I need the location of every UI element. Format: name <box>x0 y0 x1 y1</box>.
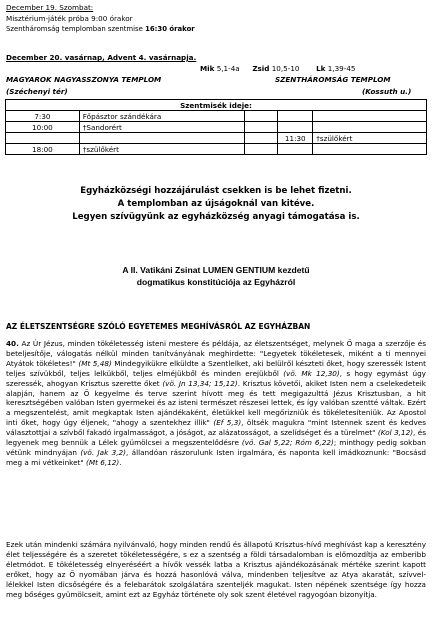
scripture-reference: (vö. Gal 5,22; Róm 6,22) <box>241 438 334 448</box>
scripture-reference: (Mt 5,48) <box>78 358 112 368</box>
notice-line-2: A templomban az újságoknál van kitéve. <box>117 199 315 209</box>
document-title-line-2: dogmatikus konstitúciója az Egyházról <box>136 277 296 287</box>
mass-time-2 <box>278 111 313 122</box>
paragraph-text: , s hogy egymást úgy szeressék, ahogyan Krisztus szerette őket <box>6 368 426 388</box>
mass-intention-2 <box>313 144 427 155</box>
notice-line-1: Egyházközségi hozzájárulást csekken is be lehet fizetni. <box>80 186 352 196</box>
reading-lk-label: Lk <box>316 64 326 73</box>
table-row <box>6 111 427 122</box>
paragraph-text: , és legyenek meg bennük a Lélek gyümölcsei a megszentelődésre <box>6 428 426 448</box>
mass-intention-2 <box>313 111 427 122</box>
reading-mik-label: Mik <box>200 64 215 73</box>
paragraph-text: , öltsék magukra "mint Istennek szent és kedves választottjai a szívből fakadó irgalmasságot, a jóságot, az alázatosságot, a szelídséget és a türelmet" <box>6 418 426 438</box>
reading-zsid: 10,5-10 <box>271 64 300 73</box>
paragraph-40 <box>6 339 426 468</box>
readings <box>200 64 355 73</box>
schedule-heading-row <box>6 100 427 111</box>
scripture-reference: (Ef 5,3) <box>213 418 242 428</box>
mass-time-2: 11:30 <box>278 133 313 144</box>
paragraph-text: . Krisztus követői, akiket Isten nem a cselekedeteik alapján, hanem az Ő kegyelme és terve szerint hívott meg és tett megigazulttá Jézus Krisztusban, a hit keresztségében valóban Isten gyermekei és az isteni természet részesei lettek, és így valóban szentté váltak. Ezért a megszentelést, amit megkaptak Isten ajándékaként, életükkel kell megőrizniük és tökéletesíteniük. Az Apostol inti őket, hogy úgy éljenek, "ahogy a szentekhez illik" <box>6 378 426 428</box>
mass-intention-2: †szülőkért <box>313 133 427 144</box>
church-right-address: (Kossuth u.) <box>362 87 412 96</box>
reading-mik: 5,1-4a <box>216 64 240 73</box>
scripture-reference: (Mt 6,12) <box>86 457 120 467</box>
scripture-reference: (vö. Jak 3,2) <box>80 447 126 457</box>
schedule-heading: Szentmisék ideje: <box>6 100 427 111</box>
scripture-reference: (Kol 3,12) <box>377 428 414 438</box>
church-right-name: SZENTHÁROMSÁG TEMPLOM <box>275 75 391 84</box>
paragraph-text: , állandóan rászorulunk Isten irgalmára, és naponta kell imádkoznunk: "Bocsásd meg a mi vétkeinket" <box>6 447 426 467</box>
reading-lk: 1,39-45 <box>327 64 356 73</box>
mass-intention: Főpásztor szándékára <box>79 111 245 122</box>
document-title-line-1: A II. Vatikáni Zsinat LUMEN GENTIUM kezdetű <box>122 265 310 275</box>
notice-line-3: Legyen szívügyünk az egyházközség anyagi támogatása is. <box>72 212 360 222</box>
trinity-mass-line <box>6 25 195 34</box>
section-heading: AZ ÉLETSZENTSÉGRE SZÓLÓ EGYETEMES MEGHÍVÁSRÓL AZ EGYHÁZBAN <box>6 322 311 331</box>
paragraph-text: Mindegyikükre elküldte a Szentlelket, aki belülről készteti őket, hogy szeressék Istent teljes szívükből, teljes lelkükből, teljes elméjükből és minden erejükből <box>6 358 426 378</box>
table-row <box>6 122 427 133</box>
date-saturday: December 19. Szombat: <box>6 3 94 12</box>
mass-intention: †szülőkért <box>79 144 245 155</box>
trinity-mass-time: 16:30 órakor <box>145 25 195 33</box>
mass-time: 7:30 <box>6 111 80 122</box>
mass-time: 10:00 <box>6 122 80 133</box>
date-sunday: December 20. vasárnap, Advent 4. vasárnapja. <box>6 53 197 62</box>
mass-time-2 <box>278 144 313 155</box>
rehearsal-line: Misztérium-játék próba 9:00 órakor <box>6 14 133 23</box>
paragraph-text: . <box>119 457 122 467</box>
mass-intention-2 <box>313 122 427 133</box>
scripture-reference: (vö. Mk 12,30) <box>283 368 340 378</box>
paragraph-2: Ezek után mindenki számára nyilvánvaló, hogy minden rendű és állapotú Krisztus-hívő meghívást kap a keresztény élet teljességére és a szeretet tökéletességére, s ez a szentség a földi társadalomban is előmozdítja az emberibb életmódot. E tökéletesség elnyeréséért a hívők vessék latba a Krisztus ajándékozásának mértéke szerint kapott erőket, hogy az Ő nyomában járva és hozzá hasonlóvá válva, mindenben teljesítve az Atya akaratát, szívvel-lélekkel Isten dicsőségére és a felebarátok szolgálatára szenteljék magukat. Isten népének szentsége így hozza meg bőséges gyümölcseit, amint ezt az Egyház története oly sok szent életével ragyogóan bizonyítja. <box>6 540 426 599</box>
mass-intention: †Sandorért <box>79 122 245 133</box>
mass-time <box>6 133 80 144</box>
empty-cell <box>245 122 278 133</box>
paragraph-text: Az Úr Jézus, minden tökéletesség isteni mestere és példája, az életszentséget, melynek Ő maga a szerzője és beteljesítője, válogatás nélkül minden tanítványának meghirdette: "Legyetek tökéletesek, miként a ti mennyei Atyátok tökéletes!" <box>6 339 426 368</box>
table-row <box>6 133 427 144</box>
mass-time: 18:00 <box>6 144 80 155</box>
reading-zsid-label: Zsid <box>252 64 270 73</box>
scripture-reference: (vö. Jn 13,34; 15,12) <box>162 378 238 388</box>
trinity-mass-text: Szentháromság templomban szentmise <box>6 25 146 33</box>
mass-intention <box>79 133 245 144</box>
church-left-address: (Széchenyi tér) <box>6 87 68 96</box>
church-left-name: MAGYAROK NAGYASSZONYA TEMPLOM <box>6 75 162 84</box>
table-row <box>6 144 427 155</box>
empty-cell <box>245 111 278 122</box>
mass-time-2 <box>278 122 313 133</box>
empty-cell <box>245 144 278 155</box>
paragraph-number: 40. <box>6 339 19 348</box>
mass-schedule-table <box>5 99 427 155</box>
paragraph-text: ; minthogy pedig sokban vétünk mindnyájan <box>6 438 426 457</box>
empty-cell <box>245 133 278 144</box>
